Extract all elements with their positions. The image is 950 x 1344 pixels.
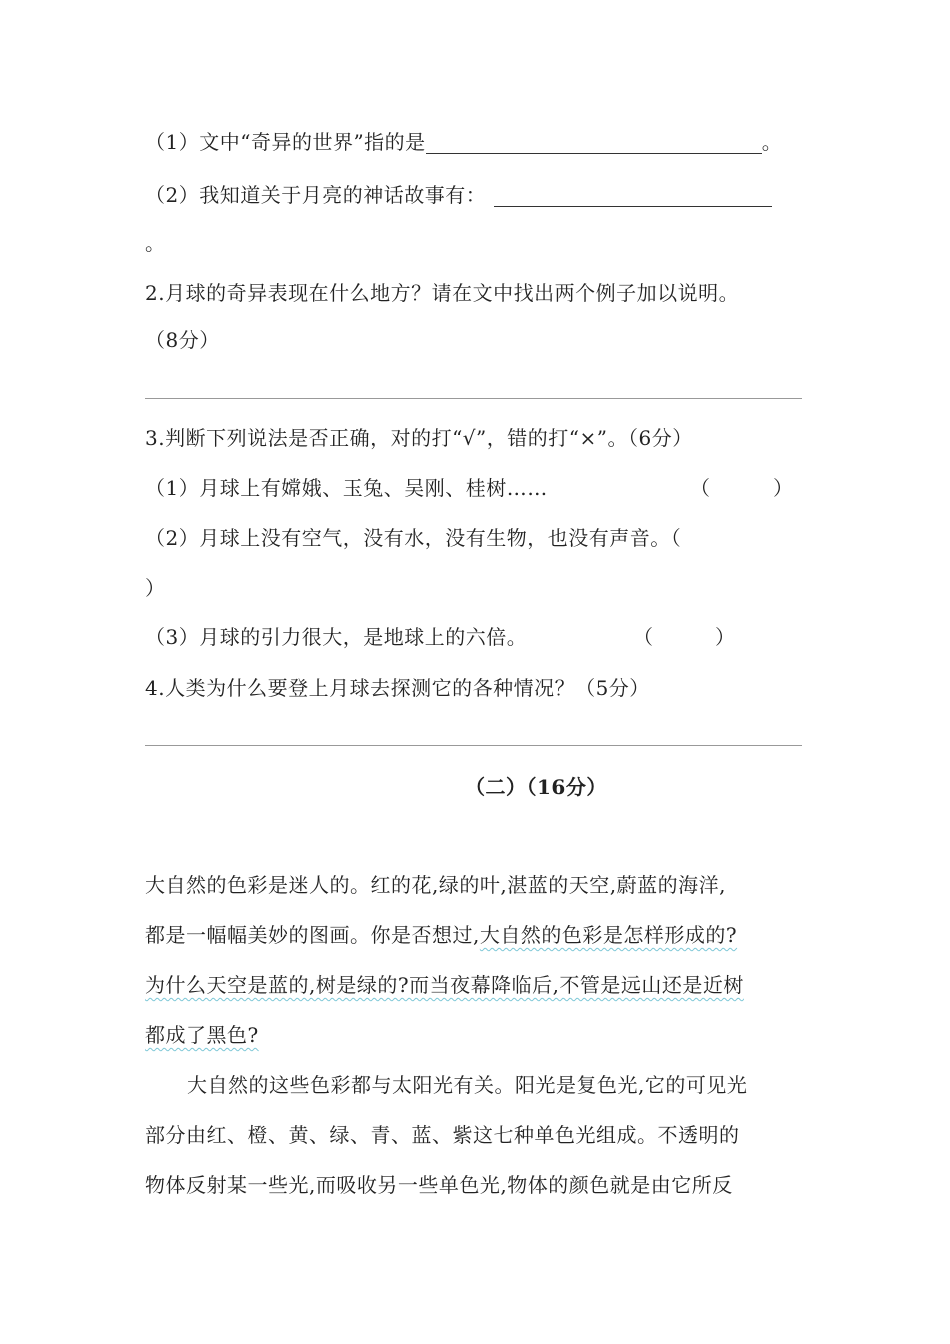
q3-question: 3.判断下列说法是否正确，对的打“√”，错的打“×”。（6分） — [145, 426, 693, 450]
q3-item-3-text: （3）月球的引力很大，是地球上的六倍。 — [145, 625, 528, 649]
passage-line-4: 都成了黑色? — [145, 1023, 259, 1047]
passage-line-6: 部分由红、橙、黄、绿、青、蓝、紫这七种单色光组成。不透明的 — [145, 1123, 740, 1147]
passage-line-3: 为什么天空是蓝的,树是绿的?而当夜幕降临后,不管是远山还是近树 — [145, 973, 744, 997]
q3-item-1 — [145, 473, 805, 503]
q2-answer-line[interactable] — [145, 398, 802, 399]
q4-answer-line[interactable] — [145, 745, 802, 746]
q1-sub2-answer-blank[interactable] — [494, 186, 772, 207]
passage-line-2 — [145, 920, 737, 950]
q2-score: （8分） — [145, 328, 220, 352]
q1-sub1-answer-blank[interactable] — [426, 133, 762, 154]
q3-item-3-close[interactable]: ） — [715, 625, 736, 649]
q3-item-3 — [145, 622, 805, 652]
passage-line-5: 大自然的这些色彩都与太阳光有关。阳光是复色光,它的可见光 — [187, 1073, 748, 1097]
passage-line-1: 大自然的色彩是迷人的。红的花,绿的叶,湛蓝的天空,蔚蓝的海洋, — [145, 873, 726, 897]
passage-line-7: 物体反射某一些光,而吸收另一些单色光,物体的颜色就是由它所反 — [145, 1173, 733, 1197]
q1-sub2 — [145, 180, 772, 210]
passage-underlined-question-1: 大自然的色彩是怎样形成的? — [479, 923, 738, 947]
q1-sub2-text: （2）我知道关于月亮的神话故事有： — [145, 183, 487, 207]
q1-sub1-end: 。 — [761, 130, 783, 154]
q3-item-3-open[interactable]: （ — [633, 625, 654, 649]
q1-sub1-text: （1）文中“奇异的世界”指的是 — [145, 130, 426, 154]
q3-item-1-text: （1）月球上有嫦娥、玉兔、吴刚、桂树…… — [145, 476, 548, 500]
q1-sub2-end: 。 — [145, 231, 166, 255]
q3-item-2-close[interactable]: ） — [145, 576, 166, 600]
passage-line-2a: 都是一幅幅美妙的图画。你是否想过, — [145, 923, 480, 947]
q4-question: 4.人类为什么要登上月球去探测它的各种情况？（5分） — [145, 676, 650, 700]
q3-item-1-close[interactable]: ） — [773, 476, 794, 500]
q2-question: 2.月球的奇异表现在什么地方？请在文中找出两个例子加以说明。 — [145, 281, 740, 305]
q1-sub1 — [145, 127, 782, 157]
q3-item-1-open[interactable]: （ — [690, 476, 711, 500]
q3-item-2: （2）月球上没有空气，没有水，没有生物，也没有声音。（ — [145, 526, 682, 550]
section-2-title: （二）（16分） — [465, 775, 607, 799]
